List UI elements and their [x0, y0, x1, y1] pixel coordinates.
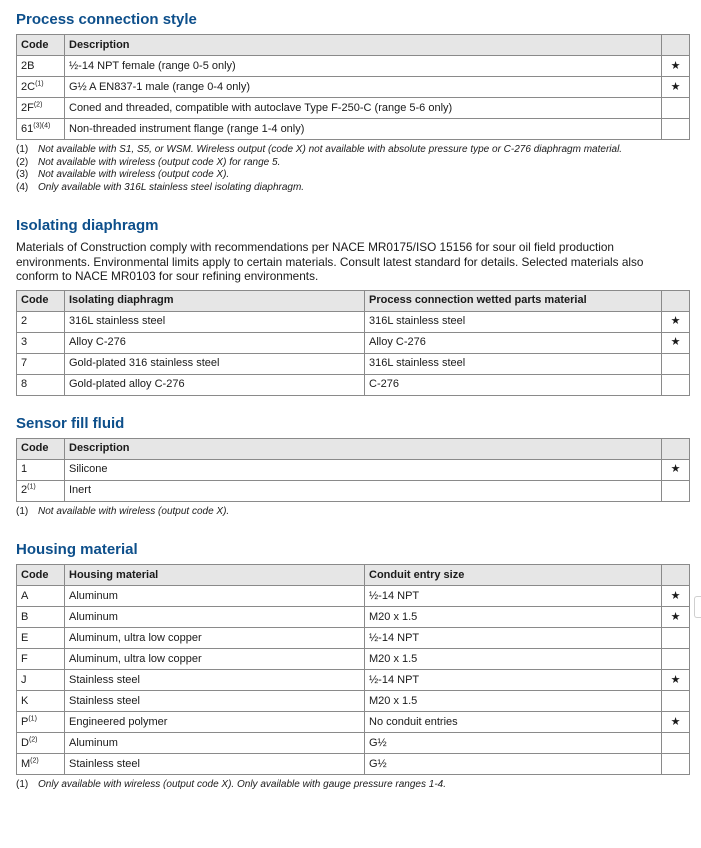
header-code: Code [17, 35, 65, 56]
conduit-cell: ½-14 NPT [365, 670, 662, 691]
conduit-cell: No conduit entries [365, 712, 662, 733]
housing-cell: Aluminum [65, 586, 365, 607]
header-description: Description [65, 438, 662, 459]
code-cell: B [17, 607, 65, 628]
code-cell: 3 [17, 332, 65, 353]
table-row [17, 480, 690, 501]
housing-cell: Aluminum, ultra low copper [65, 628, 365, 649]
code-cell: E [17, 628, 65, 649]
code-cell: 7 [17, 353, 65, 374]
code-cell: A [17, 586, 65, 607]
section-sensor-fill-fluid [16, 414, 689, 519]
diaphragm-cell: Gold-plated 316 stainless steel [65, 353, 365, 374]
star-icon: ★ [662, 712, 690, 733]
table-row [17, 98, 690, 119]
table-row [17, 649, 690, 670]
star-icon: ★ [662, 332, 690, 353]
document-page [16, 10, 689, 792]
star-icon: ★ [662, 670, 690, 691]
footnote: (1) Not available with S1, S5, or WSM. Wireless output (code X) not available with absolute pressure type or C-276 diaphragm material. [16, 144, 623, 155]
table-row [17, 353, 690, 374]
star-icon: ★ [662, 607, 690, 628]
table-row [17, 119, 690, 140]
table-row [17, 77, 690, 98]
table-row [17, 670, 690, 691]
conduit-cell: M20 x 1.5 [365, 607, 662, 628]
footnote: (1) Not available with wireless (output code X). [16, 505, 230, 517]
wetted-parts-cell: Alloy C-276 [365, 332, 662, 353]
wetted-parts-cell: 316L stainless steel [365, 353, 662, 374]
housing-cell: Aluminum [65, 607, 365, 628]
code-cell: J [17, 670, 65, 691]
table-header-row [17, 438, 690, 459]
header-star [662, 290, 690, 311]
code-cell: K [17, 691, 65, 712]
table-row [17, 733, 690, 754]
table-row [17, 332, 690, 353]
section-process-connection [16, 10, 689, 194]
section-housing-material [16, 540, 689, 792]
star-cell [662, 649, 690, 670]
header-code: Code [17, 438, 65, 459]
star-cell [662, 353, 690, 374]
table-header-row [17, 565, 690, 586]
section-title: Process connection style [16, 11, 197, 28]
wetted-parts-cell: 316L stainless steel [365, 311, 662, 332]
footnotes [16, 779, 689, 792]
star-cell [662, 628, 690, 649]
conduit-cell: M20 x 1.5 [365, 649, 662, 670]
code-cell: $D^{(2)}$ [17, 733, 65, 754]
code-cell: $P^{(1)}$ [17, 712, 65, 733]
diaphragm-cell: 316L stainless steel [65, 311, 365, 332]
star-icon: ★ [662, 77, 690, 98]
housing-cell: Stainless steel [65, 691, 365, 712]
table-row [17, 586, 690, 607]
description-cell: Non-threaded instrument flange (range 1-4 only) [65, 119, 662, 140]
header-star [662, 438, 690, 459]
housing-cell: Aluminum, ultra low copper [65, 649, 365, 670]
star-cell [662, 374, 690, 395]
section-title: Housing material [16, 541, 138, 558]
header-code: Code [17, 565, 65, 586]
footnote: (2) Not available with wireless (output code X) for range 5. [16, 156, 281, 168]
conduit-cell: G½ [365, 754, 662, 775]
section-title: Sensor fill fluid [16, 414, 125, 432]
table-row [17, 712, 690, 733]
isolating-diaphragm-table [16, 290, 690, 396]
table-header-row [17, 290, 690, 311]
header-housing-material: Housing material [65, 565, 365, 586]
table-row [17, 459, 690, 480]
description-cell: Coned and threaded, compatible with autoclave Type F-250-C (range 5-6 only) [65, 98, 662, 119]
header-isolating-diaphragm: Isolating diaphragm [65, 290, 365, 311]
sensor-fill-table [16, 438, 690, 502]
section-title: Isolating diaphragm [16, 217, 159, 234]
code-cell: 2 [17, 311, 65, 332]
description-cell: Inert [65, 480, 662, 501]
star-cell [662, 480, 690, 501]
table-row [17, 607, 690, 628]
section-intro: Materials of Construction comply with recommendations per NACE MR0175/ISO 15156 for sour oil field production environments. Environmental limits apply to certain materials. Consult latest standard for details. Selected materials also conform to NACE MR0103 for sour refining environments. [16, 240, 644, 283]
star-cell [662, 691, 690, 712]
description-cell: Silicone [65, 459, 662, 480]
table-row [17, 56, 690, 77]
footnote: (1) Only available with wireless (output code X). Only available with gauge pressure ranges 1-4. [16, 779, 446, 790]
section-isolating-diaphragm [16, 216, 689, 396]
header-star [662, 565, 690, 586]
code-cell: 2$^{(1)}$ [17, 480, 65, 501]
table-row [17, 374, 690, 395]
code-cell: 1 [17, 459, 65, 480]
footnotes [16, 144, 689, 194]
header-wetted-parts: Process connection wetted parts material [365, 290, 662, 311]
table-header-row [17, 35, 690, 56]
code-cell: $M^{(2)}$ [17, 754, 65, 775]
star-icon: ★ [662, 586, 690, 607]
star-cell [662, 733, 690, 754]
conduit-cell: ½-14 NPT [365, 586, 662, 607]
code-cell: $61^{(3)(4)}$ [17, 119, 65, 140]
housing-material-table [16, 564, 690, 775]
conduit-cell: G½ [365, 733, 662, 754]
page-edge-tab [694, 596, 701, 618]
diaphragm-cell: Gold-plated alloy C-276 [65, 374, 365, 395]
table-row [17, 691, 690, 712]
diaphragm-cell: Alloy C-276 [65, 332, 365, 353]
conduit-cell: M20 x 1.5 [365, 691, 662, 712]
footnote: (4) Only available with 316L stainless steel isolating diaphragm. [16, 181, 305, 193]
table-row [17, 311, 690, 332]
code-cell: $2F^{(2)}$ [17, 98, 65, 119]
star-cell [662, 754, 690, 775]
housing-cell: Engineered polymer [65, 712, 365, 733]
housing-cell: Stainless steel [65, 670, 365, 691]
code-cell: 2B [17, 56, 65, 77]
header-description: Description [65, 35, 662, 56]
description-cell: ½-14 NPT female (range 0-5 only) [65, 56, 662, 77]
star-icon: ★ [662, 311, 690, 332]
wetted-parts-cell: C-276 [365, 374, 662, 395]
housing-cell: Aluminum [65, 733, 365, 754]
star-cell [662, 119, 690, 140]
conduit-cell: ½-14 NPT [365, 628, 662, 649]
footnotes [16, 506, 689, 519]
header-conduit-entry: Conduit entry size [365, 565, 662, 586]
process-connection-table [16, 34, 690, 140]
table-row [17, 754, 690, 775]
description-cell: G½ A EN837-1 male (range 0-4 only) [65, 77, 662, 98]
star-icon: ★ [662, 459, 690, 480]
header-star [662, 35, 690, 56]
housing-cell: Stainless steel [65, 754, 365, 775]
table-row [17, 628, 690, 649]
star-cell [662, 98, 690, 119]
code-cell: $2C^{(1)}$ [17, 77, 65, 98]
code-cell: F [17, 649, 65, 670]
code-cell: 8 [17, 374, 65, 395]
header-code: Code [17, 290, 65, 311]
star-icon: ★ [662, 56, 690, 77]
footnote: (3) Not available with wireless (output code X). [16, 169, 230, 180]
